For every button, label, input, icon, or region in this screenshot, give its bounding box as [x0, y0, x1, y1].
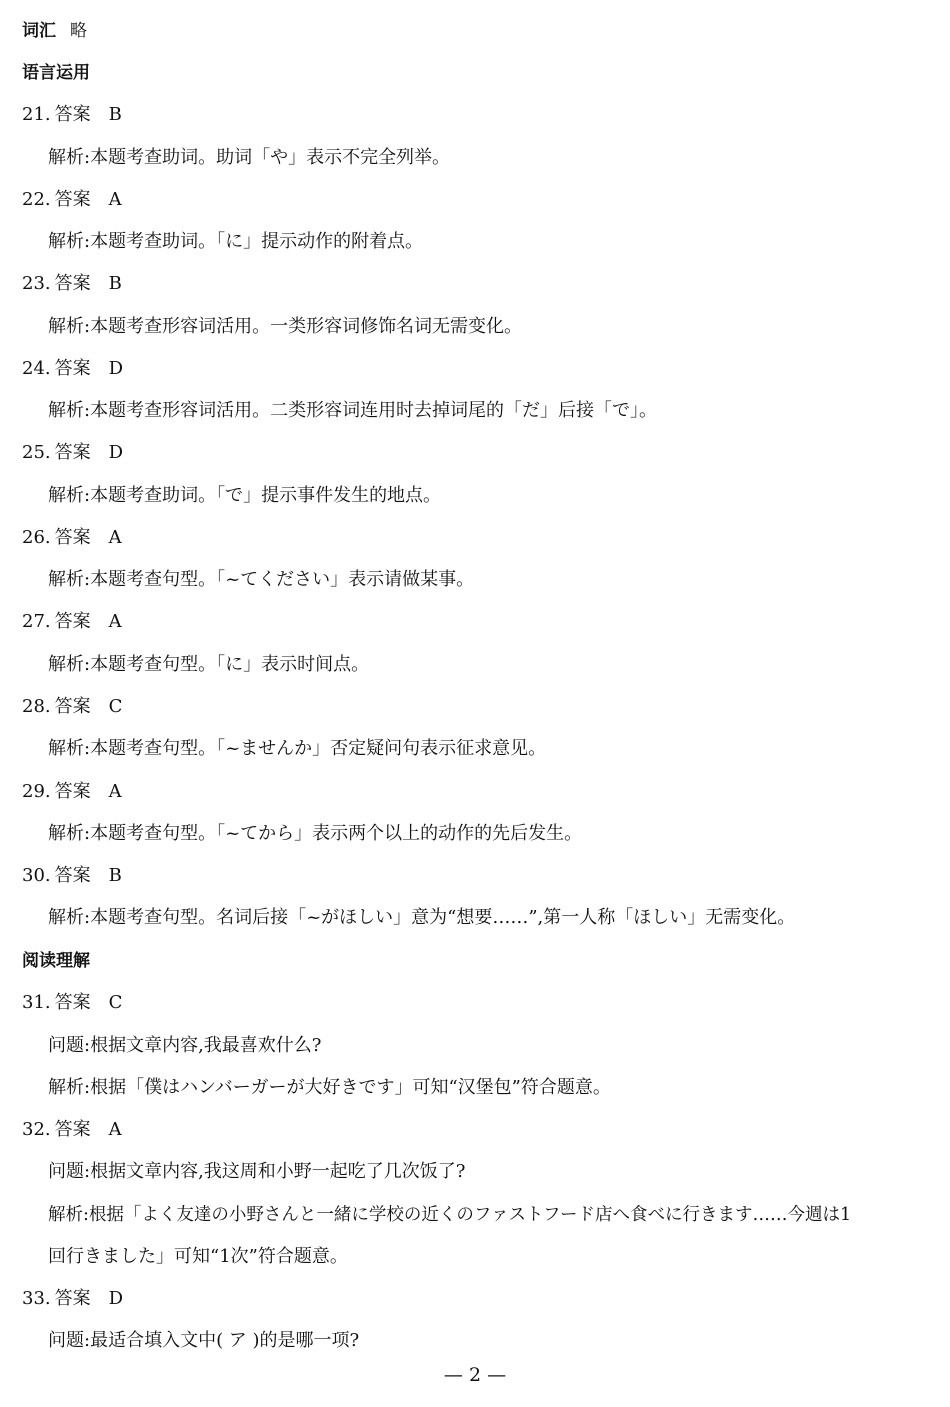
answer-line-33 — [22, 1287, 123, 1311]
explanation-26: 解析:本题考查句型。「~てください」表示请做某事。 — [48, 569, 475, 590]
explanation-25: 解析:本题考查助词。「で」提示事件发生的地点。 — [48, 485, 442, 506]
answer-line-25 — [22, 441, 123, 465]
answer-letter: A — [108, 1119, 122, 1140]
answer-label: 答案 — [54, 104, 91, 125]
answer-letter: D — [108, 1288, 124, 1309]
question-number: 23. — [22, 273, 51, 294]
answer-label: 答案 — [54, 992, 91, 1013]
question-number: 26. — [22, 527, 51, 548]
question-32: 问题:根据文章内容,我这周和小野一起吃了几次饭了? — [48, 1161, 466, 1182]
explanation-21: 解析:本题考查助词。助词「や」表示不完全列举。 — [48, 147, 451, 168]
answer-label: 答案 — [54, 273, 91, 294]
question-number: 31. — [22, 992, 51, 1013]
answer-line-31 — [22, 991, 122, 1015]
answer-label: 答案 — [54, 1288, 91, 1309]
answer-line-21 — [22, 103, 122, 127]
answer-label: 答案 — [54, 696, 91, 717]
answer-line-29 — [22, 780, 122, 804]
question-number: 27. — [22, 611, 51, 632]
question-number: 30. — [22, 865, 51, 886]
explanation-30: 解析:本题考查句型。名词后接「~がほしい」意为“想要……”,第一人称「ほしい」无需变化。 — [48, 907, 796, 928]
question-number: 24. — [22, 358, 51, 379]
explanation-27: 解析:本题考查句型。「に」表示时间点。 — [48, 654, 370, 675]
vocab-line — [22, 19, 87, 43]
explanation-29: 解析:本题考查句型。「~てから」表示两个以上的动作的先后发生。 — [48, 823, 583, 844]
vocab-value: 略 — [70, 21, 87, 41]
question-number: 33. — [22, 1288, 51, 1309]
answer-label: 答案 — [54, 189, 91, 210]
explanation-22: 解析:本题考查助词。「に」提示动作的附着点。 — [48, 231, 424, 252]
answer-letter: A — [108, 611, 122, 632]
answer-label: 答案 — [54, 865, 91, 886]
answer-label: 答案 — [54, 442, 91, 463]
answer-letter: C — [108, 992, 123, 1013]
answer-line-23 — [22, 272, 122, 296]
answer-label: 答案 — [54, 611, 91, 632]
explanation-32-continued: 回行きました」可知“1次”符合题意。 — [48, 1246, 348, 1267]
explanation-23: 解析:本题考查形容词活用。一类形容词修饰名词无需变化。 — [48, 316, 523, 337]
answer-letter: B — [108, 273, 122, 294]
answer-line-22 — [22, 188, 122, 212]
explanation-24: 解析:本题考查形容词活用。二类形容词连用时去掉词尾的「だ」后接「で」。 — [48, 400, 658, 421]
question-number: 21. — [22, 104, 51, 125]
answer-letter: D — [108, 442, 124, 463]
section-heading-reading: 阅读理解 — [22, 951, 90, 971]
question-31: 问题:根据文章内容,我最喜欢什么? — [48, 1035, 322, 1056]
answer-letter: A — [108, 527, 122, 548]
question-number: 32. — [22, 1119, 51, 1140]
answer-line-28 — [22, 695, 122, 719]
explanation-32: 解析:根据「よく友達の小野さんと一緒に学校の近くのファストフード店へ食べに行きます……今週は1 — [48, 1205, 852, 1225]
answer-label: 答案 — [54, 1119, 91, 1140]
answer-letter: D — [108, 358, 124, 379]
answer-letter: A — [108, 189, 122, 210]
answer-line-32 — [22, 1118, 122, 1142]
answer-line-30 — [22, 864, 122, 888]
question-number: 29. — [22, 781, 51, 802]
explanation-31: 解析:根据「僕はハンバーガーが大好きです」可知“汉堡包”符合题意。 — [48, 1077, 611, 1098]
question-number: 22. — [22, 189, 51, 210]
answer-label: 答案 — [54, 781, 91, 802]
explanation-28: 解析:本题考查句型。「~ませんか」否定疑问句表示征求意见。 — [48, 738, 547, 759]
question-number: 28. — [22, 696, 51, 717]
section-heading-language: 语言运用 — [22, 63, 90, 83]
answer-letter: B — [108, 865, 122, 886]
answer-line-27 — [22, 610, 122, 634]
answer-label: 答案 — [54, 358, 91, 379]
answer-letter: C — [108, 696, 123, 717]
answer-label: 答案 — [54, 527, 91, 548]
answer-letter: A — [108, 781, 122, 802]
page-number: — 2 — — [443, 1364, 507, 1386]
question-number: 25. — [22, 442, 51, 463]
question-33: 问题:最适合填入文中( ア )的是哪一项? — [48, 1330, 360, 1351]
answer-line-24 — [22, 357, 123, 381]
vocab-heading: 词汇 — [22, 21, 56, 41]
answer-letter: B — [108, 104, 122, 125]
answer-line-26 — [22, 526, 122, 550]
